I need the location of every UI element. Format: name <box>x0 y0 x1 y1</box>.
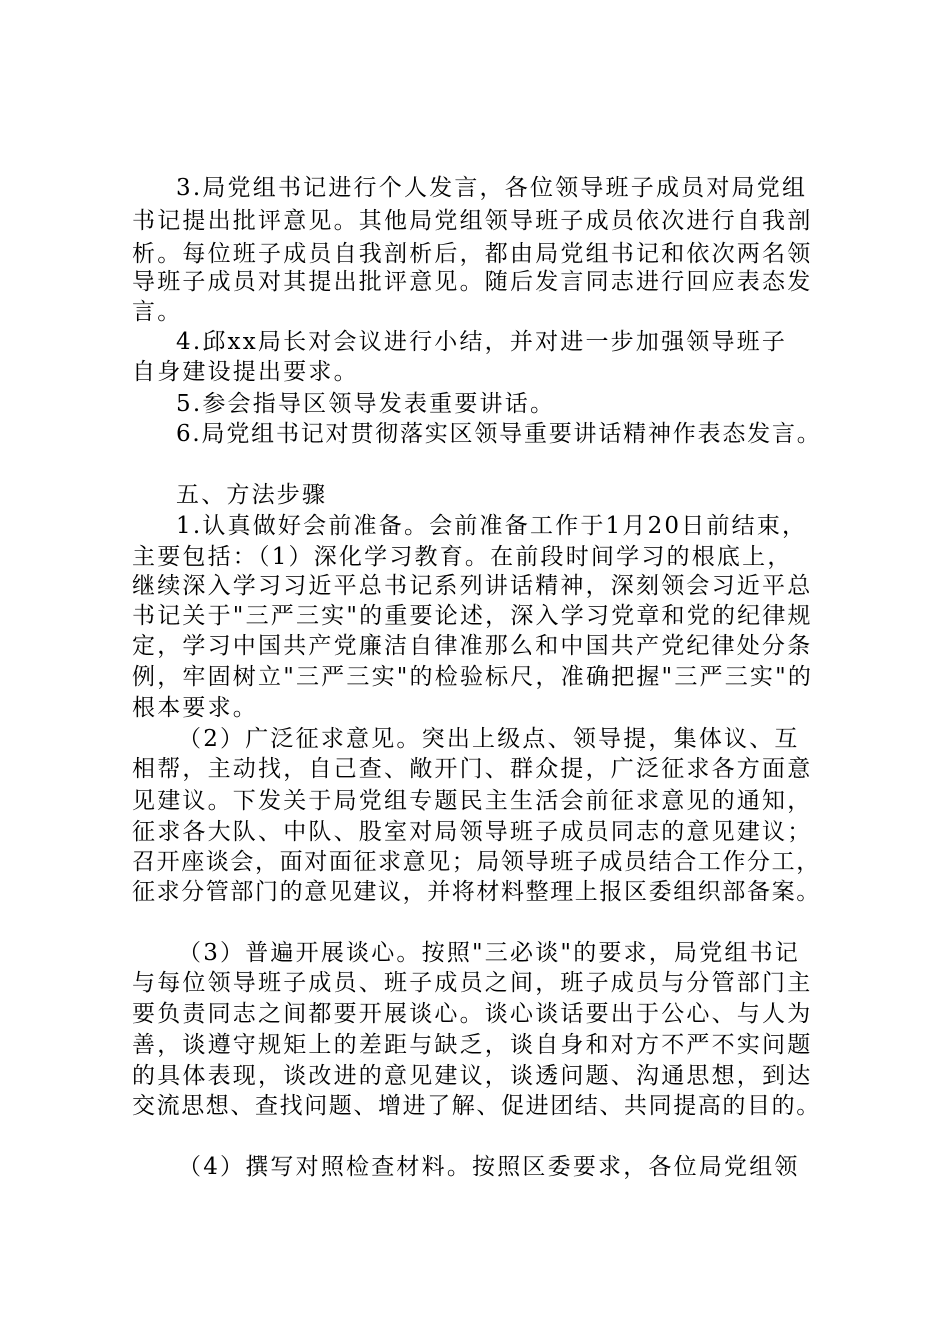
text-line: 的具体表现，谈改进的意见建议，谈透问题、沟通思想，到达 <box>132 1063 813 1089</box>
text-line: 与每位领导班子成员、班子成员之间，班子成员与分管部门主 <box>132 970 813 996</box>
text-line: 交流思想、查找问题、增进了解、促进团结、共同提高的目的。 <box>132 1093 821 1119</box>
text-line: 见建议。下发关于局党组专题民主生活会前征求意见的通知， <box>132 788 813 814</box>
text-line: 4.邱xx局长对会议进行小结，并对进一步加强领导班子 <box>176 329 788 355</box>
text-line: 自身建设提出要求。 <box>132 359 359 385</box>
text-line: 继续深入学习习近平总书记系列讲话精神，深刻领会习近平总 <box>132 573 813 599</box>
text-line: 例，牢固树立"三严三实"的检验标尺，准确把握"三严三实"的 <box>132 664 814 690</box>
text-line: 要负责同志之间都要开展谈心。谈心谈话要出于公心、与人为 <box>132 1001 813 1027</box>
text-line: （2）广泛征求意见。突出上级点、领导提，集体议、互 <box>178 726 800 752</box>
text-line: 主要包括：（1）深化学习教育。在前段时间学习的根底上， <box>132 544 793 570</box>
text-line: 善，谈遵守规矩上的差距与缺乏，谈自身和对方不严不实问题 <box>132 1032 813 1058</box>
text-line: 书记关于"三严三实"的重要论述，深入学习党章和党的纪律规 <box>132 603 813 629</box>
text-line: 定，学习中国共产党廉洁自律准那么和中国共产党纪律处分条 <box>132 633 813 659</box>
text-line: （3）普遍开展谈心。按照"三必谈"的要求，局党组书记 <box>178 940 800 966</box>
text-line: 6.局党组书记对贯彻落实区领导重要讲话精神作表态发言。 <box>176 421 822 447</box>
text-line: 5.参会指导区领导发表重要讲话。 <box>176 391 556 417</box>
text-line: 书记提出批评意见。其他局党组领导班子成员依次进行自我剖 <box>132 208 813 234</box>
text-line: 征求各大队、中队、股室对局领导班子成员同志的意见建议； <box>132 819 813 845</box>
text-line: 征求分管部门的意见建议，并将材料整理上报区委组织部备案。 <box>132 879 821 905</box>
text-line: 导班子成员对其提出批评意见。随后发言同志进行回应表态发 <box>132 269 813 295</box>
section-heading: 五、方法步骤 <box>176 482 328 508</box>
text-line: 相帮，主动找，自己查、敞开门、群众提，广泛征求各方面意 <box>132 756 813 782</box>
text-line: 析。每位班子成员自我剖析后，都由局党组书记和依次两名领 <box>132 241 813 267</box>
text-line: 根本要求。 <box>132 695 258 721</box>
text-line: 言。 <box>132 299 183 325</box>
text-line: 3.局党组书记进行个人发言，各位领导班子成员对局党组 <box>176 175 808 201</box>
text-line: 1.认真做好会前准备。会前准备工作于1月20日前结束， <box>176 513 808 539</box>
text-line: 召开座谈会，面对面征求意见；局领导班子成员结合工作分工， <box>132 849 821 875</box>
text-line: （4）撰写对照检查材料。按照区委要求，各位局党组领 <box>178 1154 800 1180</box>
